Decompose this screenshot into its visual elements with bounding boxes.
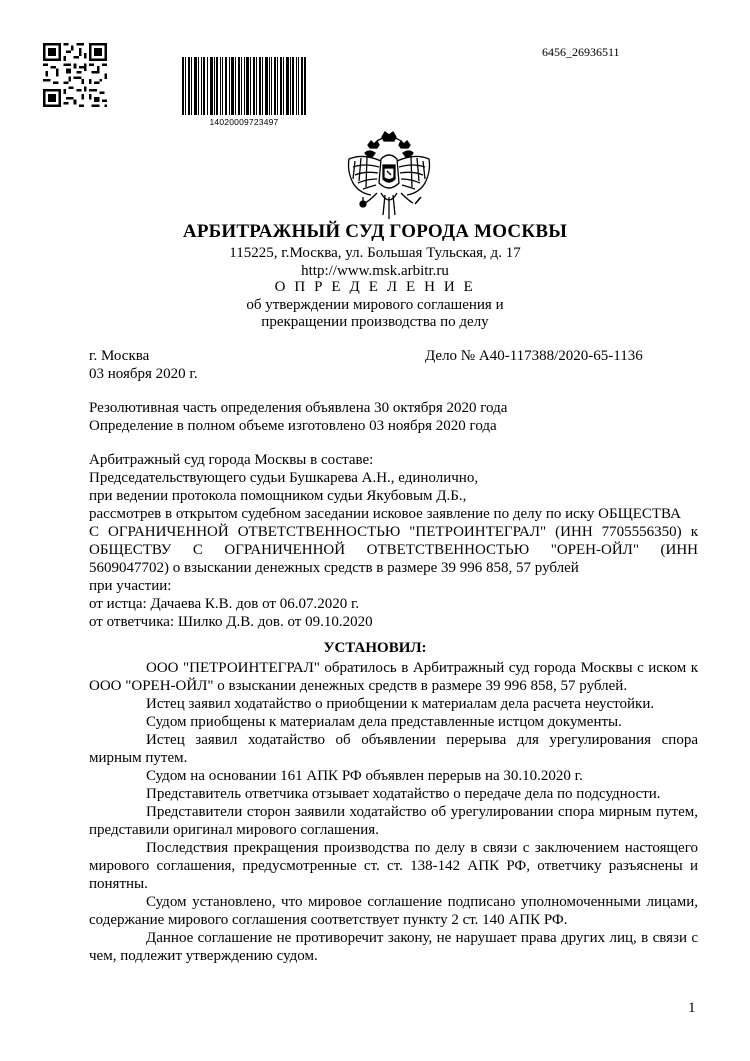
composition-line-8: при участии: [89,578,172,594]
paragraph-9-line-2: содержание мирового соглашения соответствует пункту 2 ст. 140 АПК РФ. [89,912,568,928]
case-number: Дело № А40-117388/2020-65-1136 [425,348,643,364]
paragraph-8-line-2: мирового соглашения, предусмотренные ст. ст. 138-142 АПК РФ, ответчику разъяснены и [89,858,698,874]
paragraph-1-line-1: ООО "ПЕТРОИНТЕГРАЛ" обратилось в Арбитражный суд города Москвы с иском к [146,660,698,676]
court-address: 115225, г.Москва, ул. Большая Тульская, д. 17 [229,245,521,261]
announce-line-1: Резолютивная часть определения объявлена 30 октября 2020 года [89,400,508,416]
barcode-bars [182,57,306,115]
paragraph-4-line-1: Истец заявил ходатайство об объявлении перерыва для урегулирования спора [146,732,698,748]
paragraph-3: Судом приобщены к материалам дела представленные истцом документы. [146,714,622,730]
paragraph-6: Представитель ответчика отзывает ходатайство о передаче дела по подсудности. [146,786,661,802]
paragraph-7-line-2: представили оригинал мирового соглашения. [89,822,379,838]
paragraph-9-line-1: Судом установлено, что мировое соглашение подписано уполномоченными лицами, [146,894,698,910]
composition-line-3: при ведении протокола помощником судьи Якубовым Д.Б., [89,488,467,504]
paragraph-4-line-2: мирным путем. [89,750,188,766]
barcode [182,57,306,127]
composition-line-2: Председательствующего судьи Бушкарева А.Н., единолично, [89,470,479,486]
document-date: 03 ноября 2020 г. [89,366,198,382]
city: г. Москва [89,348,150,364]
coat-of-arms-emblem [341,131,437,225]
composition-line-5: С ОГРАНИЧЕННОЙ ОТВЕТСТВЕННОСТЬЮ "ПЕТРОИНТЕГРАЛ" (ИНН 7705556350) к [89,524,698,540]
paragraph-10-line-1: Данное соглашение не противоречит закону, не нарушает права других лиц, в связи с [146,930,698,946]
announce-line-2: Определение в полном объеме изготовлено 03 ноября 2020 года [89,418,497,434]
document-subject-line-1: об утверждении мирового соглашения и [246,297,504,313]
paragraph-5: Судом на основании 161 АПК РФ объявлен перерыв на 30.10.2020 г. [146,768,583,784]
established-title: УСТАНОВИЛ: [323,640,427,656]
document-id: 6456_26936511 [542,45,620,59]
barcode-number: 14020009723497 [209,117,279,127]
composition-line-6: ОБЩЕСТВУ С ОГРАНИЧЕННОЙ ОТВЕТСТВЕННОСТЬЮ "ОРЕН-ОЙЛ" (ИНН [89,542,698,558]
page-number: 1 [688,1000,696,1016]
composition-line-7: 5609047702) о взыскании денежных средств в размере 39 996 858, 57 рублей [89,560,579,576]
paragraph-10-line-2: чем, подлежит утверждению судом. [89,948,318,964]
document-type: О П Р Е Д Е Л Е Н И Е [274,279,476,295]
defendant-representative: от ответчика: Шилко Д.В. дов. от 09.10.2020 [89,614,373,630]
paragraph-2: Истец заявил ходатайство о приобщении к материалам дела расчета неустойки. [146,696,655,712]
court-name: АРБИТРАЖНЫЙ СУД ГОРОДА МОСКВЫ [182,221,568,242]
paragraph-1-line-2: ООО "ОРЕН-ОЙЛ" о взыскании денежных средств в размере 39 996 858, 57 рублей. [89,678,628,694]
qr-code [43,43,107,107]
paragraph-8-line-1: Последствия прекращения производства по делу в связи с заключением настоящего [146,840,698,856]
court-website: http://www.msk.arbitr.ru [301,263,449,279]
plaintiff-representative: от истца: Дачаева К.В. дов от 06.07.2020 г. [89,596,360,612]
composition-line-4: рассмотрев в открытом судебном заседании исковое заявление по делу по иску ОБЩЕСТВА [89,506,681,522]
paragraph-8-line-3: понятны. [89,876,148,892]
composition-line-1: Арбитражный суд города Москвы в составе: [89,452,374,468]
paragraph-7-line-1: Представители сторон заявили ходатайство об урегулировании спора мирным путем, [146,804,698,820]
document-subject-line-2: прекращении производства по делу [261,314,489,330]
